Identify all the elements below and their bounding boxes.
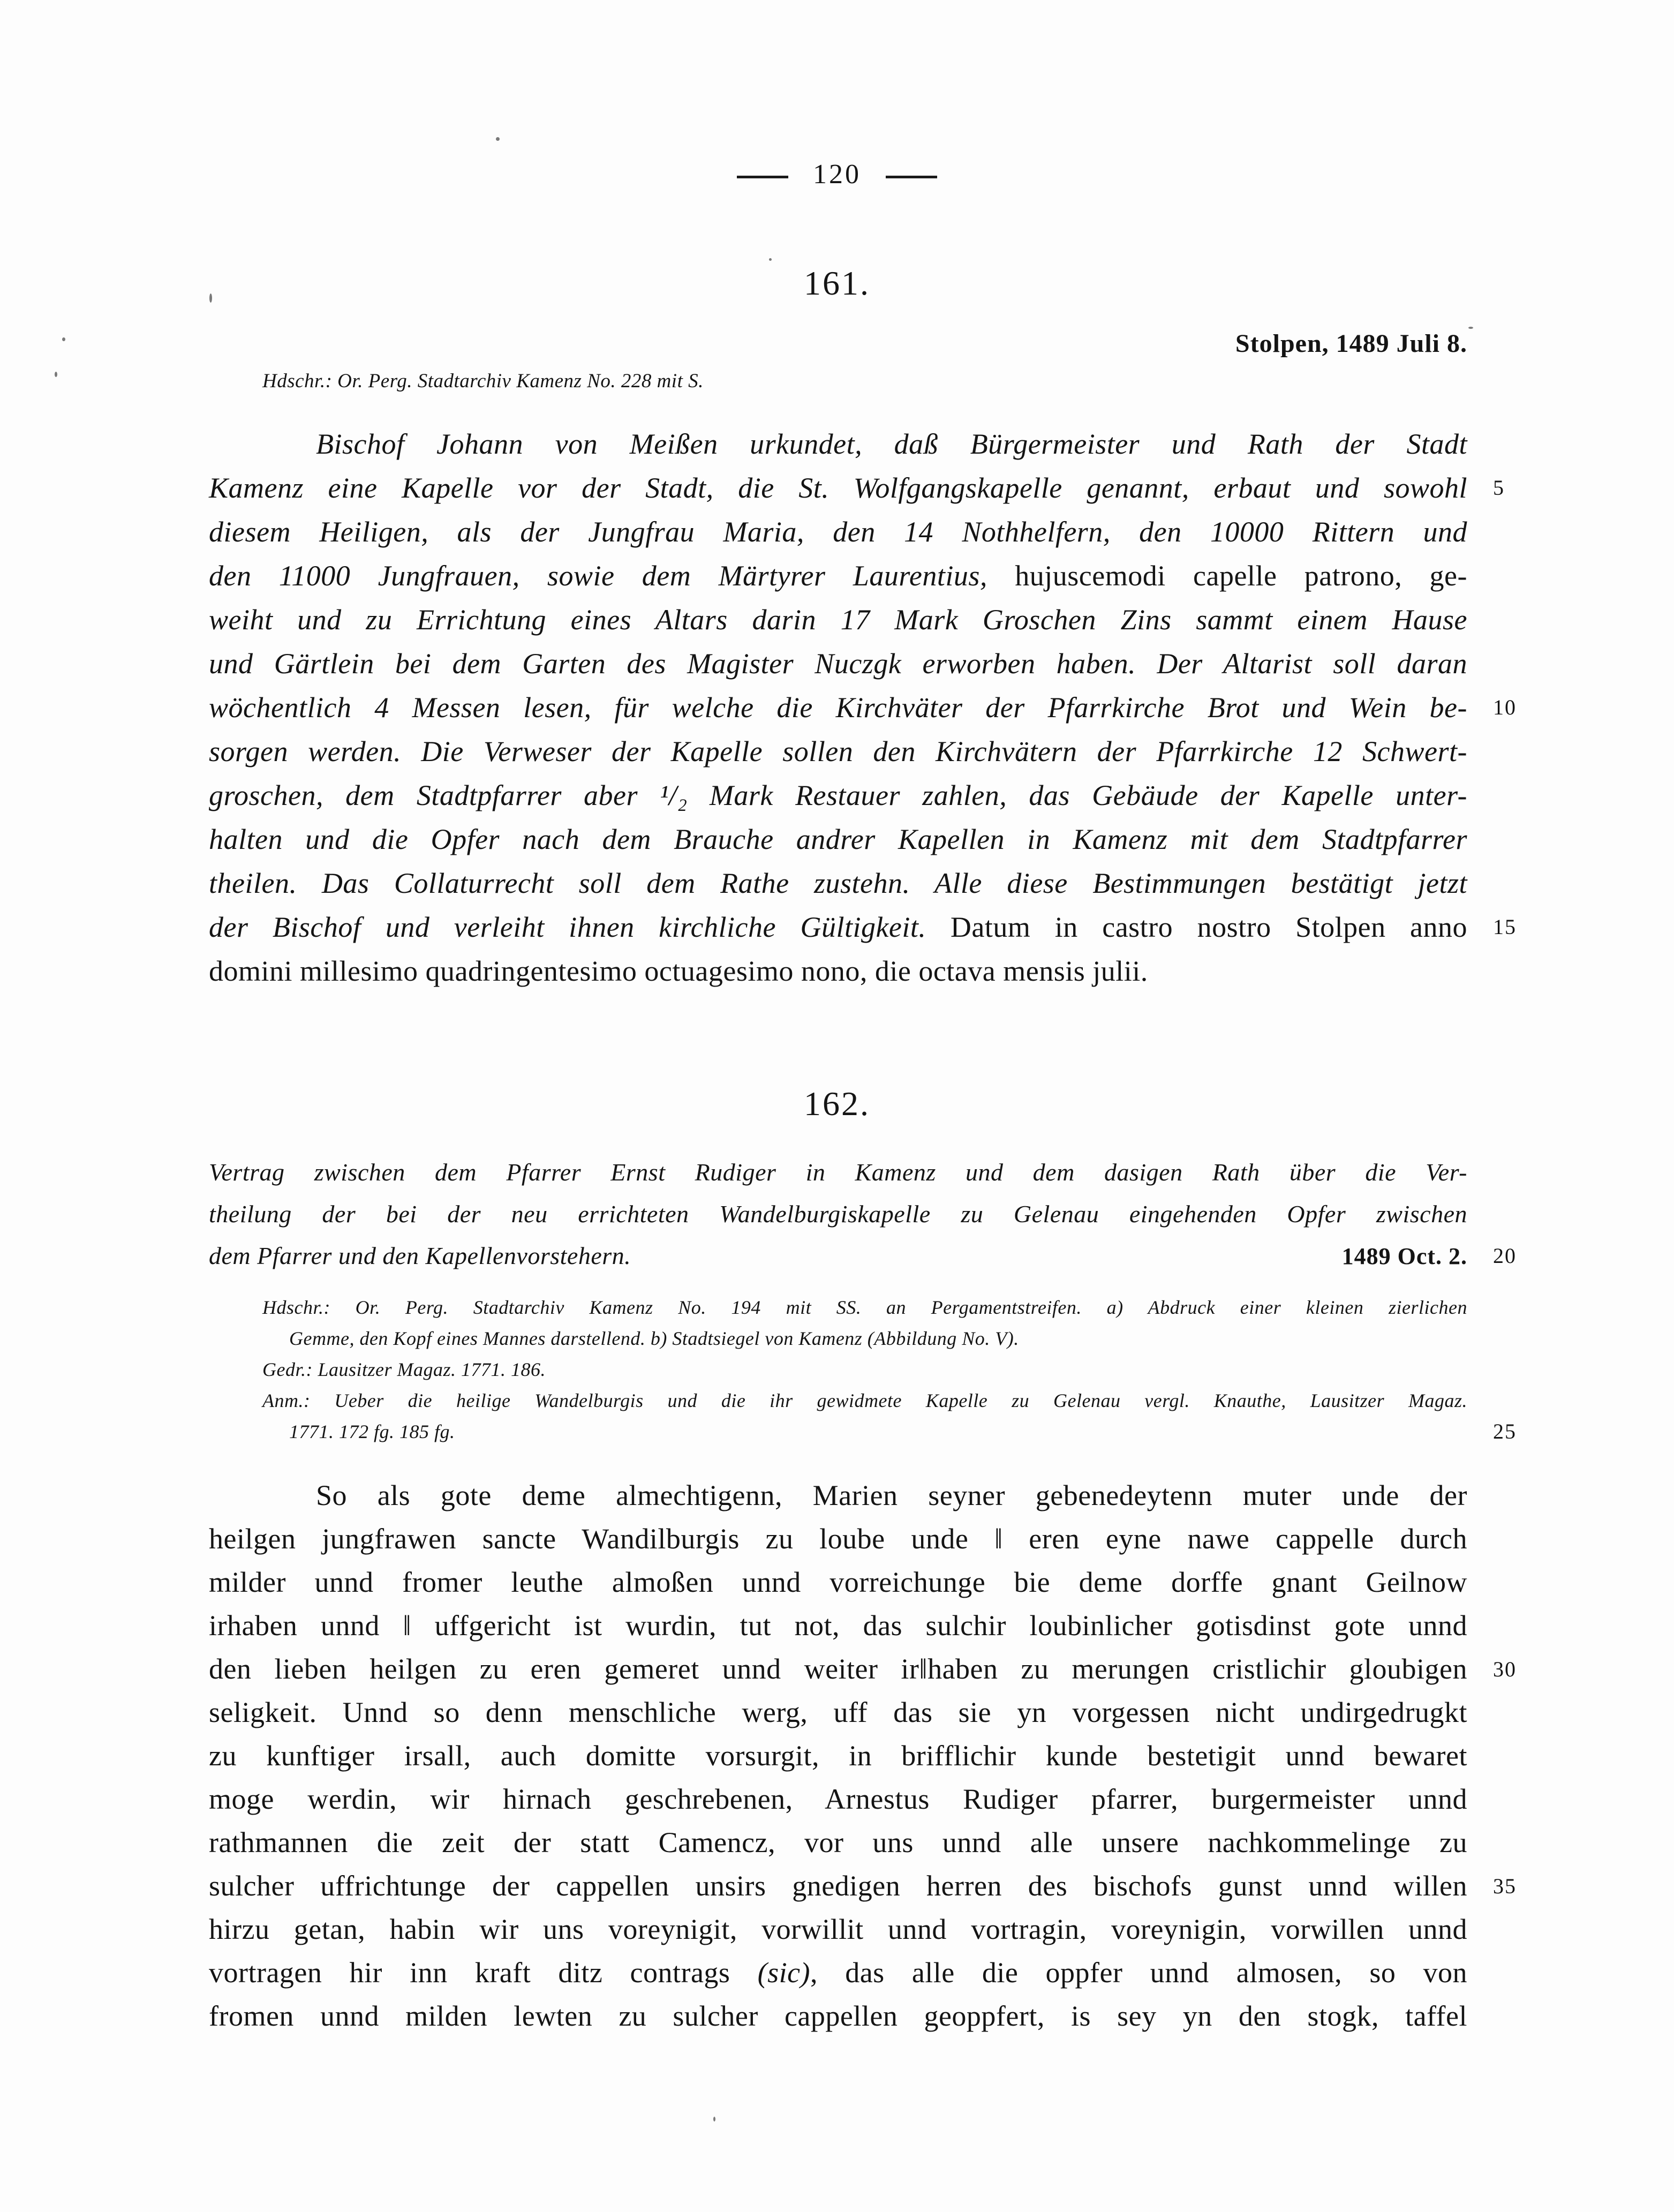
body-line [209,1517,1467,1561]
regest-text: theilen. Das Collaturrecht soll dem Rathe zustehn. Alle diese Bestimmungen bestätigt jetzt [209,867,1467,899]
regest-text: weiht und zu Errichtung eines Altars darin 17 Mark Groschen Zins sammt einem Hause [209,604,1467,636]
body-text: fromen unnd milden lewten zu sulcher cappellen geoppfert, is sey yn den stogk, taffel [209,2000,1467,2032]
regest-line [209,905,1517,949]
regest-line [209,817,1467,861]
margin-line-number-35: 35 [1493,1874,1517,1898]
regest-text: und Gärtlein bei dem Garten des Magister Nuczgk erworben haben. Der Altarist soll daran [209,648,1467,680]
apparatus-line [262,1385,1467,1416]
regest-line [209,510,1467,554]
regest-line [209,861,1467,905]
section-161-heading: 161. [804,264,870,302]
regest-line [209,773,1467,817]
section-161-dateline: Stolpen, 1489 Juli 8. [1235,329,1467,358]
header-rule-right [886,176,937,178]
body-text: heilgen jungfrawen sancte Wandilburgis zu loube unde ‖ eren eyne nawe cappelle durch [209,1523,1467,1555]
regest-line [209,598,1467,642]
body-text: rathmannen die zeit der statt Camencz, vor uns unnd alle unsere nachkommelinge zu [209,1826,1467,1859]
body-line [209,1778,1467,1821]
body-line [209,1908,1467,1951]
regest-line [209,686,1517,729]
regest-text: der Bischof und verleiht ihnen kirchliche Gültigkeit. [209,911,951,943]
regest-line [209,422,1467,466]
body-text: hirzu getan, habin wir uns voreynigit, vorwillit unnd vortragin, voreynigin, vorwillen unnd [209,1913,1467,1945]
body-text: , das alle die oppfer unnd almosen, so von [810,1957,1467,1989]
body-line [209,1734,1467,1778]
section-162-summary [209,1152,1517,1277]
body-text: irhaben unnd ‖ uffgericht ist wurdin, tut not, das sulchir loubinlicher gotisdinst gote unnd [209,1609,1467,1642]
ink-speck [55,372,57,377]
regest-text: sorgen werden. Die Verweser der Kapelle sollen den Kirchvätern der Pfarrkirche 12 Schwert- [209,735,1467,768]
body-text: moge werdin, wir hirnach geschrebenen, Arnestus Rudiger pfarrer, burgermeister unnd [209,1783,1467,1815]
body-line [209,1691,1467,1734]
body-text: sulcher uffrichtunge der cappellen unsirs gnedigen herren des bischofs gunst unnd willen [209,1870,1467,1902]
page-header [0,159,1674,190]
margin-line-number-15: 15 [1493,915,1517,939]
section-162-apparatus [262,1292,1517,1447]
body-line [209,1864,1517,1908]
margin-line-number-10: 10 [1493,695,1517,719]
body-text-sic: (sic) [757,1957,811,1989]
summary-text: Vertrag zwischen dem Pfarrer Ernst Rudiger in Kamenz und dem dasigen Rath über die Ver- [209,1158,1467,1186]
regest-text: wöchentlich 4 Messen lesen, für welche die Kirchväter der Pfarrkirche Brot und Wein be- [209,691,1467,724]
body-line [209,1647,1517,1691]
ink-speck [769,258,772,261]
body-line [209,1604,1467,1647]
regest-text: Kamenz eine Kapelle vor der Stadt, die St. Wolfgangskapelle genannt, erbaut und sowohl [209,472,1467,504]
apparatus-text: 1771. 172 fg. 185 fg. [289,1421,455,1442]
apparatus-text: Gedr.: Lausitzer Magaz. 1771. 186. [262,1359,546,1380]
apparatus-text: Gemme, den Kopf eines Mannes darstellend. b) Stadtsiegel von Kamenz (Abbildung No. V). [289,1328,1019,1349]
body-text: milder unnd fromer leuthe almoßen unnd vorreichunge bie deme dorffe gnant Geilnow [209,1566,1467,1598]
section-162-dateline: 1489 Oct. 2. [1341,1243,1467,1269]
ink-speck [1468,327,1473,329]
apparatus-text: Hdschr.: Or. Perg. Stadtarchiv Kamenz No. 194 mit SS. an Pergamentstreifen. a) Abdruck einer kleinen zierlichen [262,1297,1467,1318]
regest-text-roman: hujuscemodi capelle patrono, ge- [1015,560,1468,592]
regest-line [209,554,1467,598]
summary-line [209,1193,1467,1235]
regest-text: halten und die Opfer nach dem Brauche andrer Kapellen in Kamenz mit dem Stadtpfarrer [209,823,1467,855]
summary-text: dem Pfarrer und den Kapellenvorstehern. [209,1242,631,1269]
regest-text-roman: domini millesimo quadringentesimo octuagesimo nono, die octava mensis julii. [209,955,1148,987]
ink-speck [62,337,65,341]
body-line [209,1995,1467,2038]
regest-line [209,642,1467,686]
margin-line-number-30: 30 [1493,1657,1517,1681]
header-rule-left [737,176,788,178]
section-161-source-line: Hdschr.: Or. Perg. Stadtarchiv Kamenz No. 228 mit S. [262,370,704,392]
regest-line [209,466,1505,510]
apparatus-line [262,1292,1467,1323]
body-line [209,1951,1467,1995]
regest-text: den 11000 Jungfrauen, sowie dem Märtyrer Laurentius, [209,560,1015,592]
regest-text: diesem Heiligen, als der Jungfrau Maria, den 14 Nothhelfern, den 10000 Rittern und [209,516,1467,548]
apparatus-line [262,1323,1467,1354]
regest-line [209,949,1467,993]
apparatus-line [262,1354,1467,1385]
body-line [209,1821,1467,1864]
margin-line-number-20: 20 [1493,1244,1517,1268]
ink-speck [713,2117,715,2121]
regest-text: groschen, dem Stadtpfarrer aber ¹/₂ Mark Restauer zahlen, das Gebäude der Kapelle unter- [209,779,1467,811]
apparatus-line [262,1416,1517,1447]
body-text: So als gote deme almechtigenn, Marien seyner gebenedeytenn muter unde der [316,1479,1467,1511]
summary-line [209,1152,1467,1193]
body-line [209,1561,1467,1604]
margin-line-number-25: 25 [1493,1419,1517,1443]
page-number: 120 [813,159,861,190]
regest-text: Bischof Johann von Meißen urkundet, daß Bürgermeister und Rath der Stadt [316,428,1467,460]
body-text: seligkeit. Unnd so denn menschliche werg, uff das sie yn vorgessen nicht undirgedrugkt [209,1696,1467,1728]
body-text: zu kunftiger irsall, auch domitte vorsurgit, in brifflichir kunde bestetigit unnd bewaret [209,1740,1467,1772]
body-text: den lieben heilgen zu eren gemeret unnd weiter ir‖haben zu merungen cristlichir gloubigen [209,1653,1467,1685]
regest-line [209,729,1467,773]
section-162-body [209,1474,1517,2038]
regest-text-roman: Datum in castro nostro Stolpen anno [950,911,1467,943]
summary-line [209,1235,1517,1277]
summary-text: theilung der bei der neu errichteten Wandelburgiskapelle zu Gelenau eingehenden Opfer zwischen [209,1200,1467,1228]
ink-speck [496,137,500,141]
apparatus-text: Anm.: Ueber die heilige Wandelburgis und die ihr gewidmete Kapelle zu Gelenau vergl. Knauthe, Lausitzer Magaz. [262,1390,1467,1411]
section-162-heading: 162. [804,1085,870,1123]
body-text: vortragen hir inn kraft ditz contrags [209,1957,758,1989]
ink-speck [209,294,212,303]
section-161-regest [209,422,1517,993]
margin-line-number-5: 5 [1493,476,1505,500]
body-line [209,1474,1467,1517]
